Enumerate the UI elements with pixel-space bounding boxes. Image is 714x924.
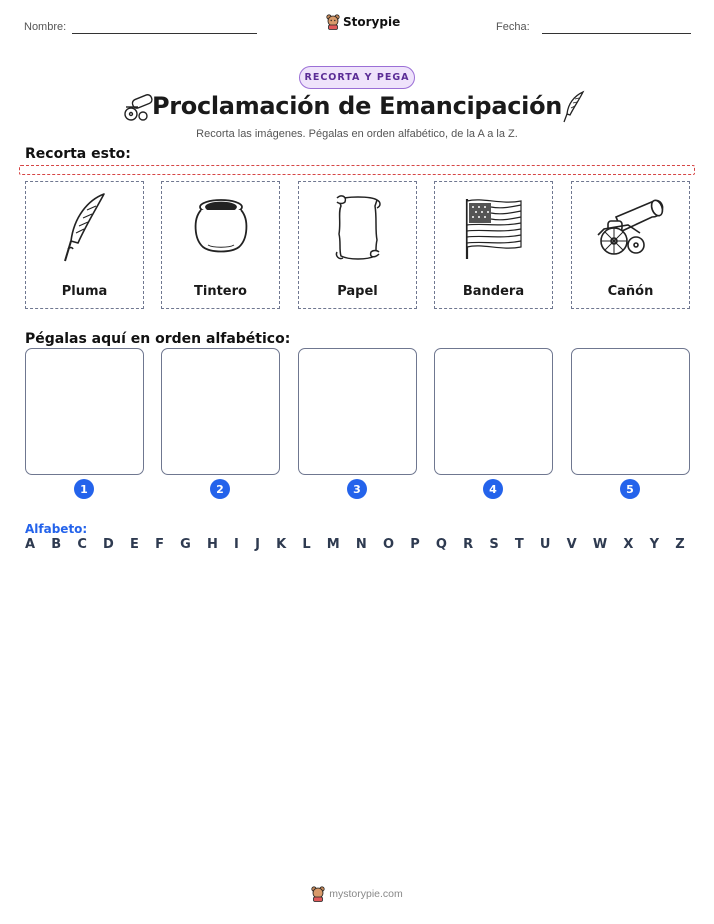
alphabet-letter: G xyxy=(180,537,191,552)
alphabet-letter: W xyxy=(592,537,608,552)
cut-card-canon[interactable] xyxy=(571,181,690,309)
alphabet-letter: T xyxy=(514,537,524,552)
name-label: Nombre: xyxy=(24,21,67,33)
alphabet-letter: M xyxy=(326,537,340,552)
slot-number-badge: 5 xyxy=(620,479,640,499)
page-title: Proclamación de Emancipación xyxy=(151,92,563,120)
alphabet-letter: S xyxy=(489,537,499,552)
cut-section-label: Recorta esto: xyxy=(25,146,131,162)
alphabet-letter: Y xyxy=(649,537,660,552)
slot-number-badge: 4 xyxy=(483,479,503,499)
slot-number-badge: 1 xyxy=(74,479,94,499)
alphabet-label: Alfabeto: xyxy=(25,522,88,536)
alphabet-letter: K xyxy=(276,537,287,552)
bear-mascot-icon xyxy=(311,886,325,902)
card-label: Bandera xyxy=(462,284,525,299)
alphabet-letter: E xyxy=(130,537,139,552)
paste-slot-2[interactable] xyxy=(161,348,280,475)
alphabet-letter: O xyxy=(382,537,395,552)
alphabet-letter: I xyxy=(234,537,239,552)
alphabet-letter: F xyxy=(155,537,164,552)
alphabet-letter: R xyxy=(463,537,474,552)
alphabet-letter: X xyxy=(623,537,634,552)
inkwell-icon xyxy=(191,195,251,261)
cut-card-bandera[interactable] xyxy=(434,181,553,309)
alphabet-letter: P xyxy=(410,537,420,552)
cut-line xyxy=(19,165,695,175)
quill-icon xyxy=(60,191,110,265)
alphabet-letter: C xyxy=(77,537,87,552)
scroll-icon xyxy=(329,192,387,264)
instructions: Recorta las imágenes. Pégalas en orden alfabético, de la A a la Z. xyxy=(196,128,518,140)
quill-icon xyxy=(562,90,586,124)
footer-url[interactable]: mystorypie.com xyxy=(329,888,403,900)
cut-card-papel[interactable] xyxy=(298,181,417,309)
cut-card-tintero[interactable] xyxy=(161,181,280,309)
alphabet-letter: L xyxy=(302,537,311,552)
alphabet-letter: Z xyxy=(675,537,685,552)
slot-number-badge: 3 xyxy=(347,479,367,499)
card-label: Tintero xyxy=(194,284,247,299)
cut-card-pluma[interactable] xyxy=(25,181,144,309)
paste-slot-4[interactable] xyxy=(434,348,553,475)
date-label: Fecha: xyxy=(496,21,530,33)
alphabet-letter: D xyxy=(103,537,114,552)
card-label: Papel xyxy=(337,284,378,299)
cannon-icon xyxy=(594,195,668,261)
brand-logo xyxy=(326,14,400,30)
alphabet-letter: Q xyxy=(435,537,447,552)
flag-icon xyxy=(461,195,527,261)
brand-name: Storypie xyxy=(343,15,401,29)
alphabet-letter: U xyxy=(539,537,551,552)
alphabet-letter: V xyxy=(566,537,577,552)
paste-section-label: Pégalas aquí en orden alfabético: xyxy=(25,331,291,347)
alphabet-letter: A xyxy=(25,537,36,552)
paste-slot-5[interactable] xyxy=(571,348,690,475)
alphabet-letter: J xyxy=(255,537,260,552)
activity-badge: RECORTA Y PEGA xyxy=(299,66,415,89)
slot-number-badge: 2 xyxy=(210,479,230,499)
footer xyxy=(0,886,714,902)
date-line[interactable] xyxy=(542,33,691,34)
alphabet-letter: H xyxy=(206,537,218,552)
alphabet-letter: N xyxy=(355,537,367,552)
alphabet-row xyxy=(25,537,685,552)
paste-slot-3[interactable] xyxy=(298,348,417,475)
card-label: Cañón xyxy=(607,284,654,299)
card-label: Pluma xyxy=(61,284,108,299)
paste-slot-1[interactable] xyxy=(25,348,144,475)
bear-mascot-icon xyxy=(326,14,340,30)
alphabet-letter: B xyxy=(51,537,62,552)
name-line[interactable] xyxy=(72,33,257,34)
